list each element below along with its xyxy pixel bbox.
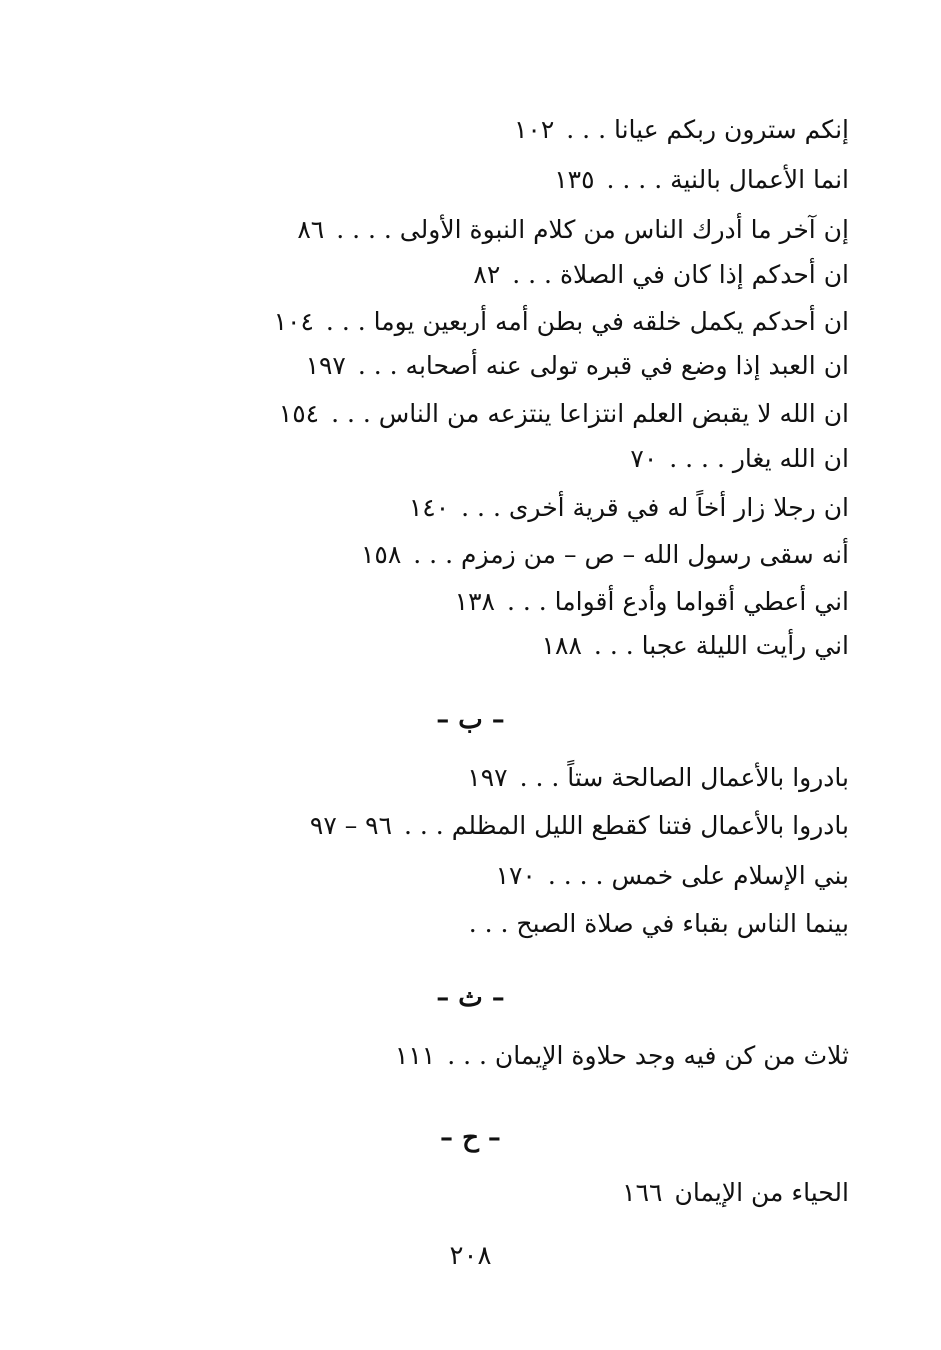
hadith-entry bbox=[274, 304, 849, 340]
hadith-text: اني أعطي أقواما وأدع أقواما . . . bbox=[506, 587, 849, 616]
page-ref: ١٣٥ bbox=[554, 165, 595, 194]
hadith-text: ان رجلا زار أخاً له في قرية أخرى . . . bbox=[461, 493, 849, 522]
page-ref: ١٠٢ bbox=[513, 115, 555, 144]
page-ref: ٧٠ bbox=[630, 444, 658, 473]
hadith-entry bbox=[361, 537, 849, 573]
hadith-text: بادروا بالأعمال الصالحة ستاً . . . bbox=[519, 763, 849, 792]
page-ref: ١٩٧ bbox=[305, 351, 346, 380]
hadith-entry bbox=[310, 808, 849, 844]
hadith-entry bbox=[467, 760, 849, 796]
hadith-text: بينما الناس بقباء في صلاة الصبح . . . bbox=[468, 909, 849, 938]
hadith-text: بني الإسلام على خمس . . . . bbox=[547, 861, 849, 890]
hadith-text: أنه سقى رسول الله – ص – من زمزم . . . bbox=[413, 540, 849, 569]
page-ref: ١٥٨ bbox=[360, 540, 402, 569]
hadith-text: الحياء من الإيمان bbox=[674, 1178, 849, 1207]
page-ref: ١٠٤ bbox=[273, 307, 314, 336]
page-number: ٢٠٨ bbox=[449, 1241, 492, 1271]
hadith-entry bbox=[395, 1038, 849, 1074]
hadith-entry bbox=[542, 628, 849, 664]
page-ref: ١٨٨ bbox=[541, 631, 582, 660]
page-ref: ٩٦ – ٩٧ bbox=[309, 811, 393, 840]
hadith-text: اني رأيت الليلة عجبا . . . bbox=[593, 631, 849, 660]
hadith-text: ان أحدكم يكمل خلقه في بطن أمه أربعين يوما . . . bbox=[325, 307, 849, 336]
hadith-text: بادروا بالأعمال فتنا كقطع الليل المظلم . . . bbox=[404, 811, 849, 840]
page-ref: ١٦٦ bbox=[622, 1178, 663, 1207]
hadith-text: ثلاث من كن فيه وجد حلاوة الإيمان . . . bbox=[447, 1041, 849, 1070]
hadith-text: ان أحدكم إذا كان في الصلاة . . . bbox=[512, 260, 849, 289]
hadith-entry bbox=[455, 584, 849, 620]
hadith-text: إن آخر ما أدرك الناس من كلام النبوة الأولى . . . . bbox=[336, 215, 849, 244]
hadith-entry bbox=[409, 490, 849, 526]
hadith-entry bbox=[473, 257, 849, 293]
page-ref: ١٤٠ bbox=[408, 493, 450, 522]
page-ref: ١١١ bbox=[394, 1041, 436, 1070]
hadith-entry bbox=[622, 1175, 849, 1211]
page-ref: ١٥٤ bbox=[278, 399, 320, 428]
hadith-text: ان العبد إذا وضع في قبره تولى عنه أصحابه . . . bbox=[357, 351, 849, 380]
hadith-entry bbox=[554, 162, 849, 198]
hadith-entry bbox=[297, 212, 849, 248]
page-ref: ٨٦ bbox=[297, 215, 325, 244]
section-heading-ha: – ح – bbox=[440, 1123, 501, 1153]
hadith-entry bbox=[496, 858, 849, 894]
hadith-text: ان الله لا يقبض العلم انتزاعا ينتزعه من الناس . . . bbox=[331, 399, 849, 428]
section-heading-tha: – ث – bbox=[436, 983, 505, 1013]
page-ref: ١٧٠ bbox=[495, 861, 536, 890]
page-ref: ١٩٧ bbox=[467, 763, 508, 792]
hadith-entry bbox=[630, 441, 849, 477]
hadith-text: ان الله يغار . . . . bbox=[669, 444, 849, 473]
hadith-entry bbox=[306, 348, 849, 384]
hadith-entry bbox=[457, 906, 849, 942]
hadith-text: انما الأعمال بالنية . . . . bbox=[606, 165, 849, 194]
page-ref: ٨٢ bbox=[473, 260, 501, 289]
section-heading-ba: – ب – bbox=[436, 705, 505, 735]
hadith-entry bbox=[514, 112, 849, 148]
hadith-text: إنكم سترون ربكم عيانا . . . bbox=[566, 115, 849, 144]
page-ref: ١٣٨ bbox=[454, 587, 495, 616]
hadith-entry bbox=[279, 396, 849, 432]
